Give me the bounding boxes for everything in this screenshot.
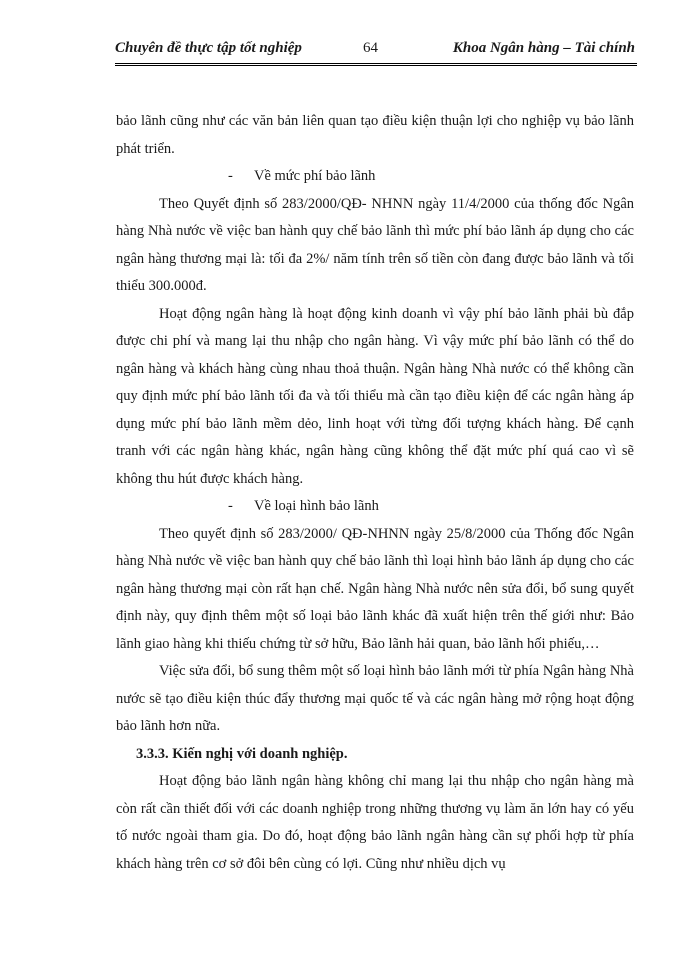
paragraph-fee-discussion: Hoạt động ngân hàng là hoạt động kinh doanh vì vậy phí bảo lãnh phải bù đắp được chi phí và mang lại thu nhập cho ngân hàng. Vì vậy mức phí bảo lãnh có thể do ngân hàng và khách hàng cùng nhau thoả thuận. Ngân hàng Nhà nước có thể không cần quy định mức phí bảo lãnh tối đa và tối thiểu mà cần tạo điều kiện để các ngân hàng áp dụng mức phí bảo lãnh mềm dẻo, linh hoạt với từng đối tượng khách hàng. Để cạnh tranh với các ngân hàng khác, ngân hàng cũng không thể đặt mức phí quá cao vì sẽ không thu hút được khách hàng. xyxy=(116,305,634,487)
section-heading-enterprise: 3.3.3. Kiến nghị với doanh nghiệp. xyxy=(136,745,348,762)
paragraph-types-amendment: Việc sửa đổi, bổ sung thêm một số loại hình bảo lãnh mới từ phía Ngân hàng Nhà nước sẽ tạo điều kiện thúc đẩy thương mại quốc tế và các ngân hàng mở rộng hoạt động bảo lãnh hơn nữa. xyxy=(116,663,634,734)
subheading-guarantee-types-text: Về loại hình bảo lãnh xyxy=(254,498,379,514)
document-body xyxy=(116,108,634,878)
header-thesis-title: Chuyên đề thực tập tốt nghiệp xyxy=(115,40,302,56)
paragraph-types-decision: Theo quyết định số 283/2000/ QĐ-NHNN ngày 25/8/2000 của Thống đốc Ngân hàng Nhà nước về việc ban hành quy chế bảo lãnh thì loại hình bảo lãnh áp dụng cho các ngân hàng thương mại còn rất hạn chế. Ngân hàng Nhà nước nên sửa đổi, bổ sung quyết định này, quy định thêm một số loại bảo lãnh khác đã xuất hiện trên thế giới như: Bảo lãnh giao hàng khi thiếu chứng từ sở hữu, Bảo lãnh hải quan, bảo lãnh hối phiếu,… xyxy=(116,525,634,652)
header-department: Khoa Ngân hàng – Tài chính xyxy=(452,40,635,56)
subheading-fee-level xyxy=(116,163,634,191)
paragraph-continuation: bảo lãnh cũng như các văn bản liên quan tạo điều kiện thuận lợi cho nghiệp vụ bảo lãnh phát triển. xyxy=(116,113,634,157)
dash-bullet: - xyxy=(228,498,233,514)
subheading-guarantee-types xyxy=(116,493,634,521)
subheading-fee-level-text: Về mức phí bảo lãnh xyxy=(254,168,376,184)
paragraph-fee-decision: Theo Quyết định số 283/2000/QĐ- NHNN ngày 11/4/2000 của thống đốc Ngân hàng Nhà nước về việc ban hành quy chế bảo lãnh thì mức phí bảo lãnh áp dụng cho các ngân hàng thương mại là: tối đa 2%/ năm tính trên số tiền còn đang được bảo lãnh và tối thiểu 300.000đ. xyxy=(116,195,634,294)
page-header xyxy=(115,40,635,64)
header-divider xyxy=(115,63,637,66)
page-number: 64 xyxy=(363,40,378,56)
paragraph-enterprise: Hoạt động bảo lãnh ngân hàng không chỉ mang lại thu nhập cho ngân hàng mà còn rất cần thiết đối với các doanh nghiệp trong những thương vụ làm ăn lớn hay có yếu tố nước ngoài tham gia. Do đó, hoạt động bảo lãnh ngân hàng cần sự phối hợp từ phía khách hàng trên cơ sở đôi bên cùng có lợi. Cũng như nhiều dịch vụ xyxy=(116,773,634,872)
dash-bullet: - xyxy=(228,168,233,184)
